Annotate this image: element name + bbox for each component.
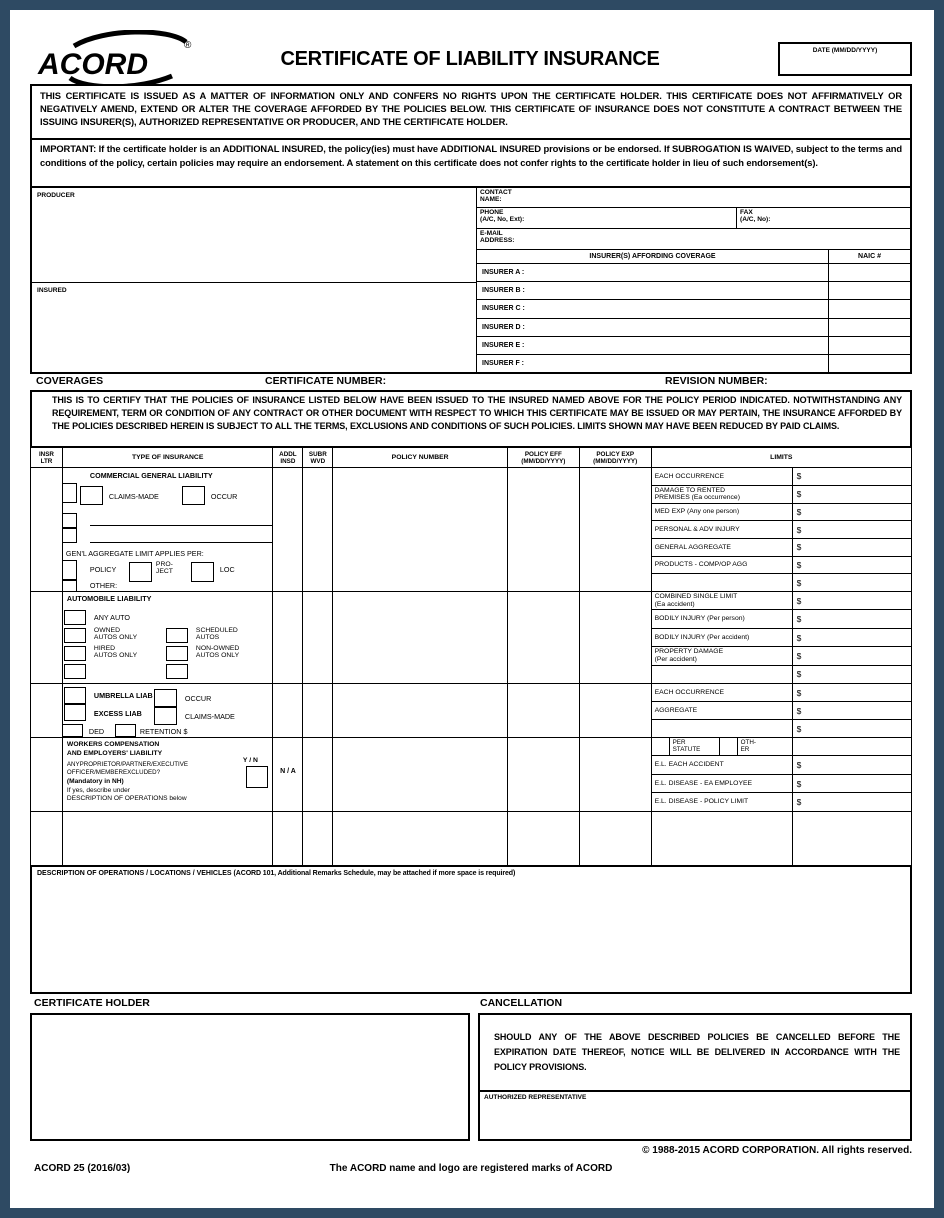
description-label: DESCRIPTION OF OPERATIONS / LOCATIONS / VEHICLES [37, 870, 232, 877]
gl-occur-checkbox[interactable] [182, 486, 205, 505]
gl-occur-label: OCCUR [210, 492, 238, 501]
gl-blank-line-1[interactable] [90, 525, 272, 526]
auto-policy-number-field[interactable] [333, 592, 508, 683]
auto-blank-limit-field[interactable] [793, 666, 911, 683]
authorized-representative-label: AUTHORIZED REPRESENTATIVE [484, 1094, 587, 1101]
retention-checkbox[interactable] [115, 724, 136, 737]
gl-blank-line-2[interactable] [90, 542, 272, 543]
limit-row [652, 720, 911, 737]
insurer-b-naic-field[interactable] [828, 282, 910, 299]
blank-policy-number-field[interactable] [333, 812, 508, 865]
insurer-row-e [477, 337, 910, 355]
umbrella-blank-limit-field[interactable] [793, 720, 911, 737]
dollar-sign: $ [796, 577, 802, 588]
contact-label-line2: NAME: [480, 196, 502, 203]
umbrella-liab-label: UMBRELLA LIAB [93, 691, 153, 700]
auto-type-cell [63, 592, 274, 683]
dollar-sign: $ [796, 669, 802, 680]
parties-section [30, 188, 912, 374]
dollar-sign: $ [796, 507, 802, 518]
gl-other-label: OTHER: [89, 581, 118, 590]
workers-comp-section [31, 738, 911, 812]
blank-addl-insd-field[interactable] [273, 812, 303, 865]
disclaimer-text: THIS CERTIFICATE IS ISSUED AS A MATTER OF INFORMATION ONLY AND CONFERS NO RIGHTS UPON THE CERTIFICATE HOLDER. THIS CERTIFICATE DOES NOT AFFIRMATIVELY OR NEGATIVELY AMEND, EXTEND OR ALTER THE COVERAGE AFFORDED BY THE POLICIES BELOW. THIS CERTIFICATE OF INSURANCE DOES NOT CONSTITUTE A CONTRACT BETWEEN THE ISSUING INSURER(S), AUTHORIZED REPRESENTATIVE OR PRODUCER, AND THE CERTIFICATE HOLDER. [30, 84, 912, 140]
auto-scheduled-checkbox[interactable] [166, 628, 188, 643]
auto-bi-person-field[interactable] [793, 610, 911, 627]
limit-row [652, 521, 911, 539]
limit-label: COMBINED SINGLE LIMIT (Ea accident) [652, 592, 793, 609]
dollar-sign: $ [796, 723, 802, 734]
certificate-number-label: CERTIFICATE NUMBER: [265, 375, 387, 387]
trademark-text: The ACORD name and logo are registered marks of ACORD [329, 1163, 613, 1174]
policy-number-header: POLICY NUMBER [333, 448, 508, 467]
limit-row [652, 647, 911, 665]
contact-name-field[interactable] [515, 188, 910, 207]
auto-owned-label: OWNED AUTOS ONLY [93, 627, 138, 642]
gl-other-checkbox[interactable] [62, 580, 77, 592]
coverage-table [30, 448, 912, 867]
policy-exp-header: POLICY EXP (MM/DD/YYYY) [580, 448, 652, 467]
auto-bi-accident-field[interactable] [793, 629, 911, 646]
gl-policy-number-field[interactable] [333, 468, 508, 591]
fax-label-line2: (A/C, No): [740, 216, 771, 223]
limit-label [652, 666, 793, 683]
auto-any-auto-checkbox[interactable] [64, 610, 86, 625]
limit-label: BODILY INJURY (Per accident) [652, 629, 793, 646]
cancellation-title: CANCELLATION [480, 997, 563, 1009]
producer-box [32, 188, 476, 283]
blank-policy-eff-field[interactable] [508, 812, 580, 865]
dollar-sign: $ [796, 632, 802, 643]
email-label-line2: ADDRESS: [480, 237, 515, 244]
auto-subr-wvd-field[interactable] [303, 592, 333, 683]
limit-row [652, 557, 911, 575]
wc-el-disease-policy-field[interactable] [793, 793, 911, 811]
gl-blank-limit-field[interactable] [793, 574, 911, 591]
wc-na-cell [273, 738, 303, 811]
umbrella-subr-wvd-field[interactable] [303, 684, 333, 737]
gl-policy-checkbox[interactable] [62, 560, 77, 580]
limits-header: LIMITS [770, 454, 793, 461]
blank-insr-ltr-field[interactable] [31, 812, 63, 865]
date-box [778, 42, 912, 76]
limit-label: EACH OCCURRENCE [652, 468, 793, 485]
gl-aggregate-label: GEN'L AGGREGATE LIMIT APPLIES PER: [65, 549, 204, 558]
phone-field[interactable] [527, 208, 736, 228]
insurer-d-naic-field[interactable] [828, 319, 910, 336]
coverages-title-row [30, 374, 912, 390]
blank-coverage-section [31, 812, 911, 865]
blank-subr-wvd-field[interactable] [303, 812, 333, 865]
auto-nonowned-label: NON-OWNED AUTOS ONLY [195, 645, 240, 660]
auto-policy-exp-field[interactable] [580, 592, 652, 683]
wc-per-statute-checkbox[interactable] [652, 738, 670, 755]
contact-name-row [477, 188, 910, 208]
limit-row [652, 610, 911, 628]
cancellation-box [478, 1013, 912, 1141]
insurer-b-label: INSURER B : [482, 287, 525, 295]
umbrella-policy-exp-field[interactable] [580, 684, 652, 737]
revision-number-field[interactable] [775, 374, 912, 390]
gl-policy-eff-field[interactable] [508, 468, 580, 591]
type-of-insurance-header: TYPE OF INSURANCE [63, 448, 274, 467]
blank-policy-exp-field[interactable] [580, 812, 652, 865]
description-field[interactable] [32, 880, 910, 980]
dollar-sign: $ [796, 705, 802, 716]
excess-liab-checkbox[interactable] [64, 704, 86, 721]
umbrella-limits [652, 684, 911, 737]
gl-loc-label: LOC [219, 565, 235, 574]
page-title: CERTIFICATE OF LIABILITY INSURANCE [280, 48, 660, 70]
certificate-holder-title: CERTIFICATE HOLDER [34, 997, 150, 1009]
gl-claims-made-label: CLAIMS-MADE [108, 492, 159, 501]
wc-question-line1: ANYPROPRIETOR/PARTNER/EXECUTIVE [66, 761, 188, 768]
wc-policy-exp-field[interactable] [580, 738, 652, 811]
auto-nonowned-checkbox[interactable] [166, 646, 188, 661]
cancellation-text: SHOULD ANY OF THE ABOVE DESCRIBED POLICIES BE CANCELLED BEFORE THE EXPIRATION DATE THEREOF, NOTICE WILL BE DELIVERED IN ACCORDANCE WITH THE POLICY PROVISIONS. [494, 1032, 900, 1072]
contact-label-line1: CONTACT [480, 189, 512, 196]
limit-row [652, 756, 911, 775]
auto-owned-checkbox[interactable] [64, 628, 86, 643]
certificate-holder-box[interactable] [30, 1013, 470, 1141]
wc-statute-value-field[interactable] [793, 738, 911, 755]
wc-statute-row [652, 738, 911, 756]
insurer-c-label: INSURER C : [482, 305, 525, 313]
dollar-sign: $ [796, 650, 802, 661]
umbrella-occur-label: OCCUR [184, 694, 212, 703]
umbrella-claims-made-checkbox[interactable] [154, 707, 177, 725]
wc-mandatory-label: (Mandatory in NH) [66, 778, 124, 785]
email-label-line1: E-MAIL [480, 230, 503, 237]
limit-row [652, 666, 911, 683]
wc-type-cell [63, 738, 274, 811]
umbrella-policy-number-field[interactable] [333, 684, 508, 737]
wc-subr-wvd-field[interactable] [303, 738, 333, 811]
limit-label: E.L. DISEASE - EA EMPLOYEE [652, 775, 793, 793]
acord-form-page [10, 10, 934, 1208]
insured-field[interactable] [32, 295, 476, 372]
revision-number-label: REVISION NUMBER: [665, 375, 768, 387]
dollar-sign: $ [796, 542, 802, 553]
blank-limit-value-field[interactable] [793, 812, 911, 865]
auto-policy-eff-field[interactable] [508, 592, 580, 683]
phone-label-line1: PHONE [480, 209, 504, 216]
auto-blank-checkbox-2[interactable] [166, 664, 188, 679]
insured-box [32, 283, 476, 372]
wc-na-label: N / A [280, 768, 296, 775]
limit-label: BODILY INJURY (Per person) [652, 610, 793, 627]
wc-policy-eff-field[interactable] [508, 738, 580, 811]
limit-row [652, 468, 911, 486]
limit-label: E.L. DISEASE - POLICY LIMIT [652, 793, 793, 811]
insurer-c-naic-field[interactable] [828, 300, 910, 317]
insurer-row-f [477, 355, 910, 372]
copyright-text: © 1988-2015 ACORD CORPORATION. All rights reserved. [642, 1145, 912, 1156]
insurer-e-naic-field[interactable] [828, 337, 910, 354]
limit-label: MED EXP (Any one person) [652, 504, 793, 521]
wc-el-disease-employee-field[interactable] [793, 775, 911, 793]
gl-addl-insd-field[interactable] [273, 468, 303, 591]
insurer-row-d [477, 319, 910, 337]
description-of-operations-box [30, 865, 912, 994]
wc-question-line2: OFFICER/MEMBEREXCLUDED? [66, 769, 161, 776]
auto-scheduled-label: SCHEDULED AUTOS [195, 627, 238, 642]
acord-logo [34, 30, 204, 90]
excess-liab-label: EXCESS LIAB [93, 709, 142, 718]
ded-checkbox[interactable] [62, 724, 83, 737]
limit-label [652, 574, 793, 591]
auto-insr-ltr-field[interactable] [31, 592, 63, 683]
auto-hired-checkbox[interactable] [64, 646, 86, 661]
umbrella-insr-ltr-field[interactable] [31, 684, 63, 737]
umbrella-section [31, 684, 911, 738]
umbrella-claims-made-label: CLAIMS-MADE [184, 712, 235, 721]
wc-title-line1: WORKERS COMPENSATION [66, 741, 160, 748]
limit-label: PRODUCTS - COMP/OP AGG [652, 557, 793, 574]
limit-row [652, 592, 911, 610]
dollar-sign: $ [796, 687, 802, 698]
authorized-representative-field[interactable] [480, 1103, 910, 1139]
umbrella-type-cell [63, 684, 274, 737]
wc-per-statute-label: PER STATUTE [670, 738, 720, 755]
insurer-a-label: INSURER A : [482, 269, 525, 277]
wc-other-checkbox[interactable] [720, 738, 738, 755]
wc-el-each-accident-field[interactable] [793, 756, 911, 774]
auto-hired-label: HIRED AUTOS ONLY [93, 645, 138, 660]
naic-header: NAIC # [828, 250, 910, 263]
limit-label: AGGREGATE [652, 702, 793, 719]
gl-loc-checkbox[interactable] [191, 562, 214, 582]
producer-label: PRODUCER [37, 192, 75, 199]
authorized-representative-box [480, 1090, 910, 1139]
dollar-sign: $ [796, 595, 802, 606]
insurer-f-label: INSURER F : [482, 359, 524, 367]
producer-field[interactable] [32, 200, 476, 282]
gl-personal-adv-field[interactable] [793, 521, 911, 538]
dollar-sign: $ [796, 778, 802, 789]
limit-label: PERSONAL & ADV INJURY [652, 521, 793, 538]
limit-row [652, 574, 911, 591]
email-field[interactable] [517, 229, 910, 249]
wc-ifyes-line1: If yes, describe under [66, 787, 130, 794]
insurers-affording-coverage-header: INSURER(S) AFFORDING COVERAGE [589, 253, 716, 260]
gl-blank-checkbox-2[interactable] [62, 528, 77, 543]
gl-type-cell [63, 468, 274, 591]
gl-rail-checkbox-1[interactable] [62, 483, 77, 503]
svg-text:®: ® [184, 40, 192, 51]
limit-label: EACH OCCURRENCE [652, 684, 793, 701]
limit-row [652, 684, 911, 702]
fax-label-line1: FAX [740, 209, 753, 216]
important-notice-text: IMPORTANT: If the certificate holder is an ADDITIONAL INSURED, the policy(ies) must have ADDITIONAL INSURED provisions or be endorsed. If SUBROGATION IS WAIVED, subject to the terms and conditions of the policy, certain policies may require an endorsement. A statement on this certificate does not confer rights to the certificate holder in lieu of such endorsement(s). [30, 140, 912, 188]
blank-limits [652, 812, 911, 865]
general-liability-section [31, 468, 911, 592]
form-number: ACORD 25 (2016/03) [34, 1163, 131, 1174]
subr-wvd-header: SUBR WVD [303, 448, 333, 467]
insurers-header-row [477, 250, 910, 264]
limit-row [652, 775, 911, 794]
insurer-row-a [477, 264, 910, 282]
dollar-sign: $ [796, 759, 802, 770]
dollar-sign: $ [796, 471, 802, 482]
umbrella-aggregate-field[interactable] [793, 702, 911, 719]
gl-claims-made-checkbox[interactable] [80, 486, 103, 505]
insurer-e-label: INSURER E : [482, 341, 525, 349]
limit-row [652, 504, 911, 522]
description-note: (ACORD 101, Additional Remarks Schedule, may be attached if more space is required) [233, 870, 516, 877]
wc-insr-ltr-field[interactable] [31, 738, 63, 811]
auto-title: AUTOMOBILE LIABILITY [66, 594, 152, 603]
wc-title-line2: AND EMPLOYERS' LIABILITY [66, 750, 163, 757]
wc-ifyes-line2: DESCRIPTION OF OPERATIONS below [66, 795, 187, 802]
gl-policy-exp-field[interactable] [580, 468, 652, 591]
gl-blank-checkbox-1[interactable] [62, 513, 77, 528]
gl-subr-wvd-field[interactable] [303, 468, 333, 591]
gl-med-exp-field[interactable] [793, 504, 911, 521]
auto-property-damage-field[interactable] [793, 647, 911, 664]
insr-ltr-header: INSR LTR [31, 448, 63, 467]
dollar-sign: $ [796, 524, 802, 535]
date-label: DATE (MM/DD/YYYY) [812, 47, 878, 54]
umbrella-policy-eff-field[interactable] [508, 684, 580, 737]
umbrella-liab-checkbox[interactable] [64, 687, 86, 704]
date-field[interactable] [780, 57, 910, 73]
dollar-sign: $ [796, 489, 802, 500]
gl-project-checkbox[interactable] [129, 562, 152, 582]
svg-text:ACORD: ACORD [38, 48, 148, 81]
phone-fax-row [477, 208, 910, 229]
auto-addl-insd-field[interactable] [273, 592, 303, 683]
dollar-sign: $ [796, 614, 802, 625]
insurer-f-naic-field[interactable] [828, 355, 910, 372]
gl-products-compop-field[interactable] [793, 557, 911, 574]
gl-damage-rented-field[interactable] [793, 486, 911, 503]
wc-other-label: OTH- ER [740, 739, 756, 753]
auto-limits [652, 592, 911, 683]
limit-row [652, 486, 911, 504]
gl-title: COMMERCIAL GENERAL LIABILITY [89, 471, 213, 480]
wc-policy-number-field[interactable] [333, 738, 508, 811]
insurer-a-naic-field[interactable] [828, 264, 910, 281]
umbrella-occur-checkbox[interactable] [154, 689, 177, 707]
limit-row [652, 629, 911, 647]
insured-label: INSURED [37, 287, 67, 294]
gl-project-label: PRO- JECT [155, 561, 173, 576]
umbrella-each-occurrence-field[interactable] [793, 684, 911, 701]
auto-any-auto-label: ANY AUTO [93, 613, 131, 622]
insurer-d-label: INSURER D : [482, 323, 525, 331]
gl-general-aggregate-field[interactable] [793, 539, 911, 556]
coverages-title: COVERAGES [36, 375, 104, 387]
limit-row [652, 793, 911, 811]
phone-label-line2: (A/C, No, Ext): [480, 216, 525, 223]
retention-label: RETENTION $ [139, 727, 188, 736]
insurer-row-c [477, 300, 910, 318]
certificate-number-field[interactable] [390, 374, 660, 390]
addl-insd-header: ADDL INSD [273, 448, 303, 467]
limit-row [652, 812, 911, 865]
coverage-table-header [31, 448, 911, 468]
gl-each-occurrence-field[interactable] [793, 468, 911, 485]
auto-blank-checkbox-1[interactable] [64, 664, 86, 679]
dollar-sign: $ [796, 797, 802, 808]
insurers-list [477, 264, 910, 372]
auto-csl-field[interactable] [793, 592, 911, 609]
gl-policy-label: POLICY [89, 565, 117, 574]
insurer-row-b [477, 282, 910, 300]
wc-limits [652, 738, 911, 811]
limit-label [652, 812, 793, 865]
gl-limits [652, 468, 911, 591]
limit-label [652, 720, 793, 737]
ded-label: DED [88, 727, 105, 736]
limit-label: E.L. EACH ACCIDENT [652, 756, 793, 774]
limit-label: GENERAL AGGREGATE [652, 539, 793, 556]
limit-row [652, 539, 911, 557]
limit-label: DAMAGE TO RENTED PREMISES (Ea occurrence) [652, 486, 793, 503]
wc-exclusion-checkbox[interactable] [246, 766, 268, 788]
limit-row [652, 702, 911, 720]
umbrella-addl-insd-field[interactable] [273, 684, 303, 737]
fax-field[interactable] [773, 208, 910, 228]
blank-type-field[interactable] [63, 812, 274, 865]
auto-liability-section [31, 592, 911, 684]
gl-insr-ltr-field[interactable] [31, 468, 63, 591]
certify-text: THIS IS TO CERTIFY THAT THE POLICIES OF INSURANCE LISTED BELOW HAVE BEEN ISSUED TO THE INSURED NAMED ABOVE FOR THE POLICY PERIOD INDICATED. NOTWITHSTANDING ANY REQUIREMENT, TERM OR CONDITION OF ANY CONTRACT OR OTHER DOCUMENT WITH RESPECT TO WHICH THIS CERTIFICATE MAY BE ISSUED OR MAY PERTAIN, THE INSURANCE AFFORDED BY THE POLICIES DESCRIBED HEREIN IS SUBJECT TO ALL THE TERMS, EXCLUSIONS AND CONDITIONS OF SUCH POLICIES. LIMITS SHOWN MAY HAVE BEEN REDUCED BY PAID CLAIMS. [30, 390, 912, 448]
wc-yn-label: Y / N [242, 757, 258, 764]
dollar-sign: $ [796, 560, 802, 571]
email-row [477, 229, 910, 250]
limit-label: PROPERTY DAMAGE (Per accident) [652, 647, 793, 664]
policy-eff-header: POLICY EFF (MM/DD/YYYY) [508, 448, 580, 467]
